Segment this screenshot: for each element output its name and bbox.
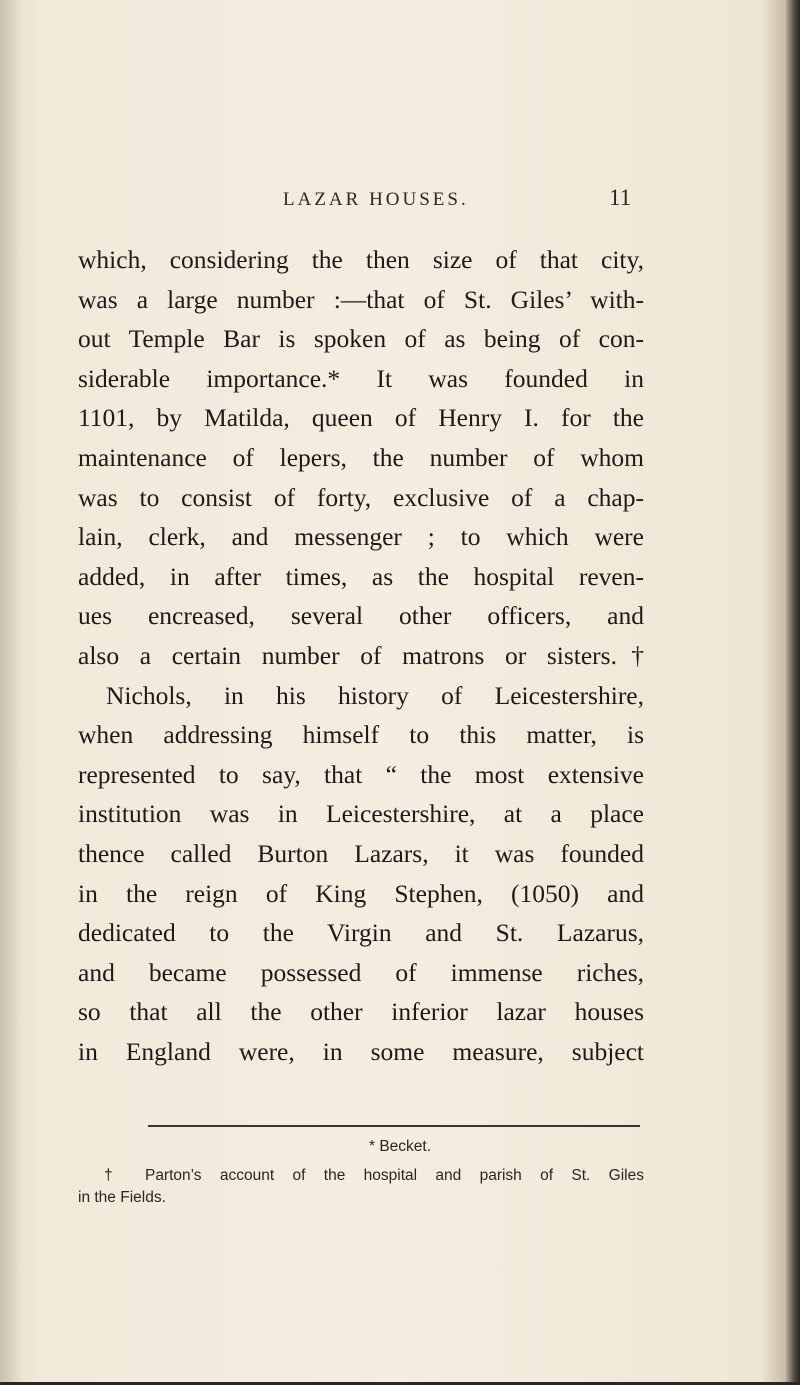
text-line: institution was in Leicestershire, at a place — [78, 799, 644, 829]
running-head — [0, 185, 800, 217]
text-line: lain, clerk, and messenger ; to which were — [78, 522, 644, 552]
text-line: when addressing himself to this matter, is — [78, 720, 644, 750]
text-line: which, considering the then size of that city, — [78, 245, 644, 274]
text-line: was to consist of forty, exclusive of a chap- — [78, 482, 644, 512]
paragraph-start-line: Nichols, in his history of Leicestershire, — [106, 680, 644, 710]
text-line: added, in after times, as the hospital reven- — [78, 561, 644, 591]
footnote-parton-line: † Parton’s account of the hospital and parish of St. Giles — [104, 1167, 644, 1184]
footnote-divider — [148, 1125, 640, 1127]
text-line: siderable importance.* It was founded in — [78, 363, 644, 393]
text-line: maintenance of lepers, the number of whom — [78, 442, 644, 472]
footnote-parton-line: in the Fields. — [78, 1189, 166, 1206]
page-number: 11 — [609, 185, 632, 210]
text-line: was a large number :—that of St. Giles’ with- — [78, 284, 644, 314]
footnote-parton — [78, 1165, 644, 1209]
text-line: out Temple Bar is spoken of as being of con- — [78, 324, 644, 354]
text-line: 1101, by Matilda, queen of Henry I. for the — [78, 403, 644, 433]
text-line: represented to say, that “ the most extensive — [78, 759, 644, 789]
text-line: in the reign of King Stephen, (1050) and — [78, 878, 644, 908]
text-line: and became possessed of immense riches, — [78, 957, 644, 987]
text-line: ues encreased, several other officers, and — [78, 601, 644, 631]
footnote-becket: * Becket. — [368, 1138, 432, 1155]
text-line: so that all the other inferior lazar houses — [78, 997, 644, 1027]
text-line: thence called Burton Lazars, it was founded — [78, 838, 644, 868]
body-text — [78, 240, 644, 1071]
text-line: dedicated to the Virgin and St. Lazarus, — [78, 918, 644, 948]
running-title: LAZAR HOUSES. — [283, 189, 469, 210]
text-line: also a certain number of matrons or sisters.† — [78, 640, 644, 670]
text-line: in England were, in some measure, subject — [78, 1036, 644, 1066]
